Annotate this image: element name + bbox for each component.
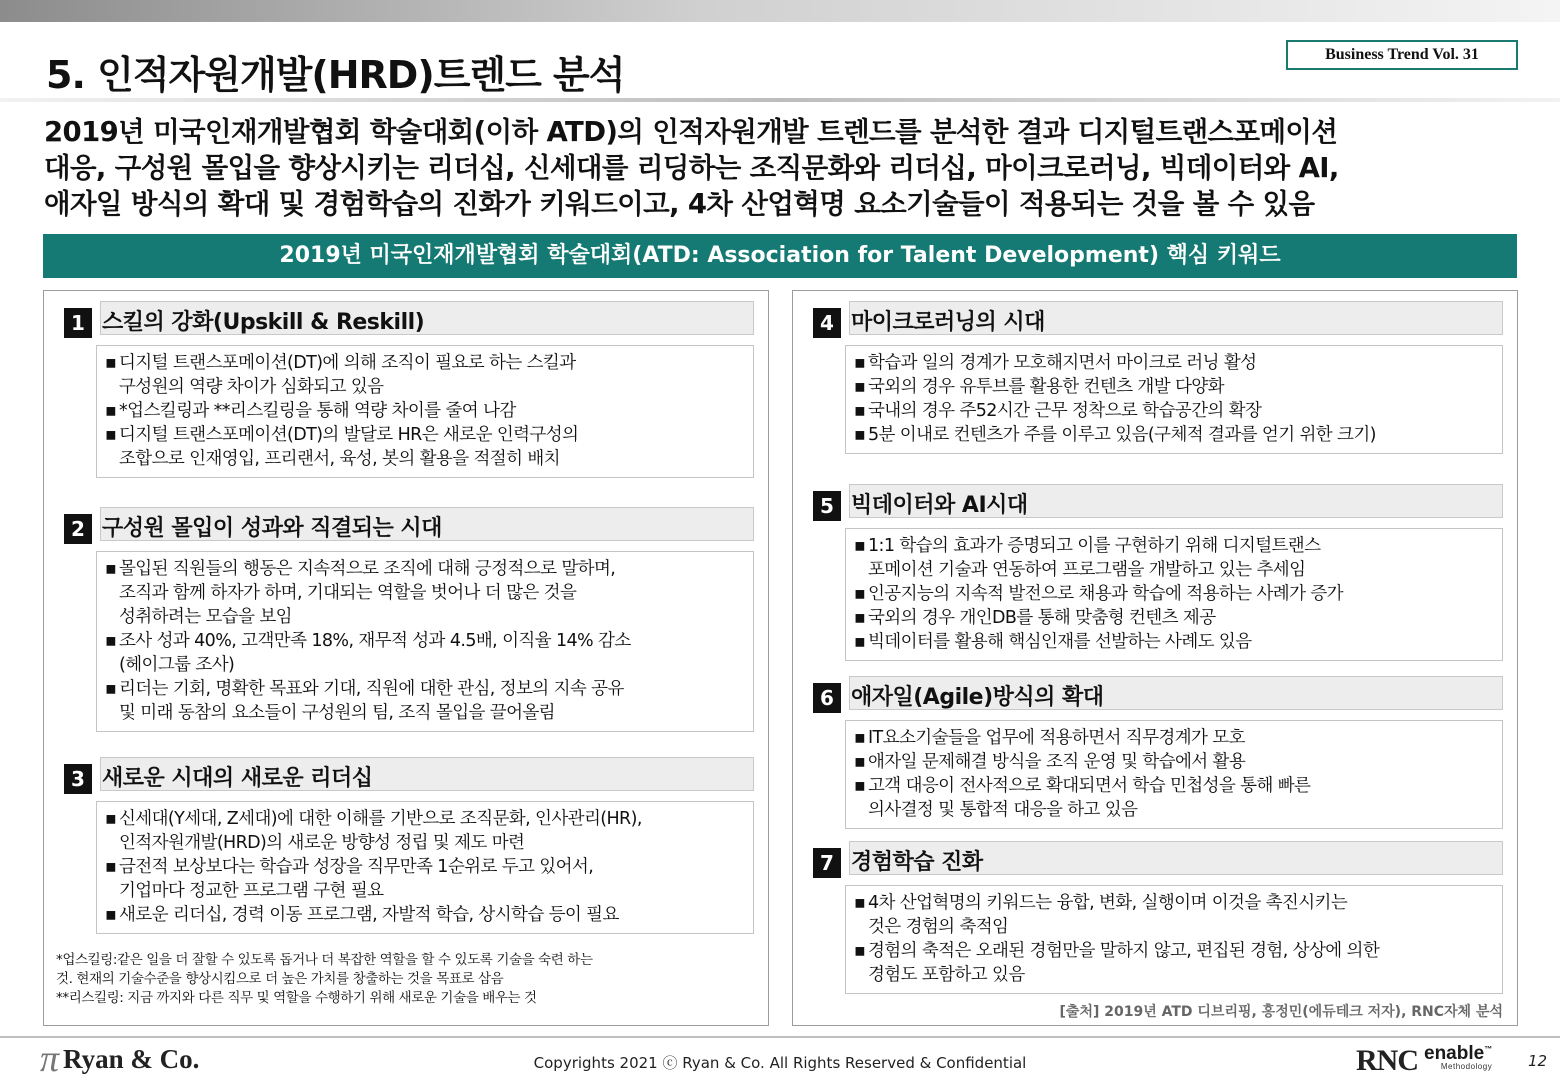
bullet-item bbox=[105, 807, 743, 855]
bullet-text: 디지털 트랜스포메이션(DT)에 의해 조직이 필요로 하는 스킬과 bbox=[119, 353, 576, 373]
section-number-badge: 5 bbox=[813, 491, 841, 521]
bullet-text: 구성원의 역량 차이가 심화되고 있음 bbox=[119, 377, 384, 397]
bullet-item bbox=[854, 351, 1492, 375]
bullet-item bbox=[854, 774, 1492, 822]
section-title: 빅데이터와 AI시대 bbox=[851, 493, 1028, 518]
bullet-text: 조사 성과 40%, 고객만족 18%, 재무적 성과 4.5배, 이직율 14% 감소 bbox=[119, 631, 631, 651]
bullet-text: 새로운 리더십, 경력 이동 프로그램, 자발적 학습, 상시학습 등이 필요 bbox=[119, 905, 619, 925]
bullet-text: IT요소기술들을 업무에 적용하면서 직무경계가 모호 bbox=[868, 728, 1245, 748]
bullet-text: 몰입된 직원들의 행동은 지속적으로 조직에 대해 긍정적으로 말하며, bbox=[119, 559, 616, 579]
top-gradient-bar bbox=[0, 0, 1560, 22]
bullet-item bbox=[105, 903, 743, 927]
bullet-icon: ▪ bbox=[105, 905, 117, 925]
section-2 bbox=[64, 507, 754, 732]
bullet-text: 인적자원개발(HRD)의 새로운 방향성 정립 및 제도 마련 bbox=[119, 833, 525, 853]
section-header bbox=[64, 301, 754, 337]
section-number-badge: 6 bbox=[813, 683, 841, 713]
section-title: 애자일(Agile)방식의 확대 bbox=[851, 685, 1104, 710]
section-body bbox=[96, 345, 754, 478]
bullet-icon: ▪ bbox=[105, 559, 117, 579]
bullet-text: 인공지능의 지속적 발전으로 채용과 학습에 적용하는 사례가 증가 bbox=[868, 584, 1343, 604]
section-7 bbox=[813, 841, 1503, 994]
bullet-icon: ▪ bbox=[105, 353, 117, 373]
bullet-icon: ▪ bbox=[854, 401, 866, 421]
rnc-logo-text: RNC bbox=[1356, 1044, 1418, 1077]
bullet-item bbox=[105, 855, 743, 903]
bullet-icon: ▪ bbox=[854, 893, 866, 913]
bullet-text: 국외의 경우 개인DB를 통해 맞춤형 컨텐츠 제공 bbox=[868, 608, 1216, 628]
section-number-badge: 3 bbox=[64, 764, 92, 794]
footnote-line: *업스킬링:같은 일을 더 잘할 수 있도록 돕거나 더 복잡한 역할을 할 수 있도록 기술을 숙련 하는 bbox=[56, 952, 593, 968]
logo-text: Ryan & Co. bbox=[63, 1043, 200, 1074]
bullet-icon: ▪ bbox=[854, 536, 866, 556]
rnc-enable-logo bbox=[1356, 1044, 1492, 1078]
footer-divider bbox=[0, 1036, 1560, 1038]
bullet-icon: ▪ bbox=[854, 425, 866, 445]
bullet-icon: ▪ bbox=[854, 353, 866, 373]
bullet-text: *업스킬링과 **리스킬링을 통해 역량 차이를 줄여 나감 bbox=[119, 401, 516, 421]
bullet-text: 4차 산업혁명의 키워드는 융합, 변화, 실행이며 이것을 촉진시키는 bbox=[868, 893, 1348, 913]
section-title: 구성원 몰입이 성과와 직결되는 시대 bbox=[102, 516, 442, 541]
section-number-badge: 4 bbox=[813, 308, 841, 338]
bullet-item bbox=[105, 557, 743, 629]
bullet-text: 신세대(Y세대, Z세대)에 대한 이해를 기반으로 조직문화, 인사관리(HR), bbox=[119, 809, 642, 829]
section-number-badge: 2 bbox=[64, 514, 92, 544]
bullet-icon: ▪ bbox=[854, 377, 866, 397]
section-6 bbox=[813, 676, 1503, 829]
summary-line: 대응, 구성원 몰입을 향상시키는 리더십, 신세대를 리딩하는 조직문화와 리더십, 마이크로러닝, 빅데이터와 AI, bbox=[44, 152, 1339, 184]
bullet-item bbox=[854, 534, 1492, 582]
bullet-text: 조합으로 인재영입, 프리랜서, 육성, 봇의 활용을 적절히 배치 bbox=[119, 449, 560, 469]
bullet-text: 고객 대응이 전사적으로 확대되면서 학습 민첩성을 통해 빠른 bbox=[868, 776, 1311, 796]
bullet-item bbox=[105, 677, 743, 725]
bullet-item bbox=[854, 606, 1492, 630]
section-header bbox=[813, 676, 1503, 712]
section-4 bbox=[813, 301, 1503, 454]
section-number-badge: 7 bbox=[813, 848, 841, 878]
bullet-icon: ▪ bbox=[854, 776, 866, 796]
bullet-text: 금전적 보상보다는 학습과 성장을 직무만족 1순위로 두고 있어서, bbox=[119, 857, 594, 877]
section-header bbox=[813, 301, 1503, 337]
footnote-line: 것. 현재의 기술수준을 향상시킴으로 더 높은 가치를 창출하는 것을 목표로 삼음 bbox=[56, 971, 504, 987]
section-body bbox=[96, 551, 754, 732]
page-number: 12 bbox=[1528, 1052, 1548, 1070]
pi-logo-icon: π bbox=[40, 1038, 60, 1080]
bullet-text: 의사결정 및 통합적 대응을 하고 있음 bbox=[868, 800, 1138, 820]
section-header bbox=[813, 841, 1503, 877]
copyright-text: Copyrights 2021 ⓒ Ryan & Co. All Rights Reserved & Confidential bbox=[533, 1054, 1027, 1072]
bullet-icon: ▪ bbox=[854, 941, 866, 961]
bullet-item bbox=[854, 375, 1492, 399]
section-header bbox=[64, 507, 754, 543]
summary-line: 애자일 방식의 확대 및 경험학습의 진화가 키워드이고, 4차 산업혁명 요소기술들이 적용되는 것을 볼 수 있음 bbox=[44, 188, 1315, 220]
bullet-text: 디지털 트랜스포메이션(DT)의 발달로 HR은 새로운 인력구성의 bbox=[119, 425, 579, 445]
section-title: 스킬의 강화(Upskill & Reskill) bbox=[102, 310, 425, 335]
section-3 bbox=[64, 757, 754, 934]
section-title: 새로운 시대의 새로운 리더십 bbox=[102, 766, 373, 791]
enable-logo-text: enable bbox=[1424, 1043, 1485, 1064]
bullet-text: 조직과 함께 하자가 하며, 기대되는 역할을 벗어나 더 많은 것을 bbox=[119, 583, 577, 603]
bullet-text: 국외의 경우 유투브를 활용한 컨텐츠 개발 다양화 bbox=[868, 377, 1224, 397]
bullet-icon: ▪ bbox=[854, 584, 866, 604]
bullet-item bbox=[105, 423, 743, 471]
bullet-text: 및 미래 동참의 요소들이 구성원의 팀, 조직 몰입을 끌어올림 bbox=[119, 703, 555, 723]
summary-line: 2019년 미국인재개발협회 학술대회(이하 ATD)의 인적자원개발 트렌드를 분석한 결과 디지털트랜스포메이션 bbox=[44, 116, 1338, 148]
section-header bbox=[64, 757, 754, 793]
bullet-text: 5분 이내로 컨텐츠가 주를 이루고 있음(구체적 결과를 얻기 위한 크기) bbox=[868, 425, 1376, 445]
source-citation: [출처] 2019년 ATD 디브리핑, 홍정민(에듀테크 저자), RNC자체 분석 bbox=[1059, 1004, 1503, 1020]
bullet-item bbox=[105, 351, 743, 399]
footnotes bbox=[56, 951, 756, 1008]
bullet-text: 리더는 기회, 명확한 목표와 기대, 직원에 대한 관심, 정보의 지속 공유 bbox=[119, 679, 624, 699]
bullet-item bbox=[854, 891, 1492, 939]
bullet-item bbox=[854, 399, 1492, 423]
bullet-text: 성취하려는 모습을 보임 bbox=[119, 607, 292, 627]
bullet-icon: ▪ bbox=[105, 857, 117, 877]
right-panel bbox=[792, 290, 1518, 1026]
section-body bbox=[845, 345, 1503, 454]
left-panel bbox=[43, 290, 769, 1026]
section-header bbox=[813, 484, 1503, 520]
bullet-icon: ▪ bbox=[105, 425, 117, 445]
summary-text bbox=[44, 114, 1524, 222]
page-title: 5. 인적자원개발(HRD)트렌드 분석 bbox=[46, 53, 625, 97]
bullet-item bbox=[105, 629, 743, 677]
bullet-text: 포메이션 기술과 연동하여 프로그램을 개발하고 있는 추세임 bbox=[868, 560, 1306, 580]
bullet-item bbox=[854, 582, 1492, 606]
bullet-icon: ▪ bbox=[854, 608, 866, 628]
bullet-text: 1:1 학습의 효과가 증명되고 이를 구현하기 위해 디지털트랜스 bbox=[868, 536, 1321, 556]
keyword-banner: 2019년 미국인재개발협회 학술대회(ATD: Association for Talent Development) 핵심 키워드 bbox=[43, 234, 1517, 278]
bullet-text: 기업마다 정교한 프로그램 구현 필요 bbox=[119, 881, 384, 901]
bullet-item bbox=[854, 726, 1492, 750]
bullet-item bbox=[854, 423, 1492, 447]
bullet-icon: ▪ bbox=[854, 632, 866, 652]
section-body bbox=[845, 885, 1503, 994]
bullet-text: 경험의 축적은 오래된 경험만을 말하지 않고, 편집된 경험, 상상에 의한 bbox=[868, 941, 1380, 961]
bullet-icon: ▪ bbox=[105, 401, 117, 421]
bullet-icon: ▪ bbox=[105, 809, 117, 829]
bullet-text: 애자일 문제해결 방식을 조직 운영 및 학습에서 활용 bbox=[868, 752, 1246, 772]
bullet-item bbox=[105, 399, 743, 423]
bullet-icon: ▪ bbox=[854, 728, 866, 748]
methodology-text: Methodology bbox=[1440, 1062, 1493, 1071]
bullet-text: 것은 경험의 축적임 bbox=[868, 917, 1009, 937]
section-title: 경험학습 진화 bbox=[851, 850, 983, 875]
section-title: 마이크로러닝의 시대 bbox=[851, 310, 1045, 335]
bullet-icon: ▪ bbox=[105, 679, 117, 699]
section-body bbox=[96, 801, 754, 934]
title-divider bbox=[0, 98, 1560, 102]
section-5 bbox=[813, 484, 1503, 661]
section-body bbox=[845, 528, 1503, 661]
bullet-text: 빅데이터를 활용해 핵심인재를 선발하는 사례도 있음 bbox=[868, 632, 1252, 652]
bullet-item bbox=[854, 750, 1492, 774]
section-1 bbox=[64, 301, 754, 478]
bullet-item bbox=[854, 939, 1492, 987]
section-body bbox=[845, 720, 1503, 829]
bullet-icon: ▪ bbox=[105, 631, 117, 651]
trademark-symbol: ™ bbox=[1484, 1044, 1493, 1054]
bullet-text: 경험도 포함하고 있음 bbox=[868, 965, 1025, 985]
bullet-item bbox=[854, 630, 1492, 654]
volume-badge: Business Trend Vol. 31 bbox=[1286, 40, 1518, 70]
section-number-badge: 1 bbox=[64, 308, 92, 338]
footnote-line: **리스킬링: 지금 까지와 다른 직무 및 역할을 수행하기 위해 새로운 기술을 배우는 것 bbox=[56, 990, 537, 1006]
bullet-text: (헤이그룹 조사) bbox=[119, 655, 235, 675]
bullet-text: 국내의 경우 주52시간 근무 정착으로 학습공간의 확장 bbox=[868, 401, 1262, 421]
bullet-text: 학습과 일의 경계가 모호해지면서 마이크로 러닝 활성 bbox=[868, 353, 1257, 373]
bullet-icon: ▪ bbox=[854, 752, 866, 772]
